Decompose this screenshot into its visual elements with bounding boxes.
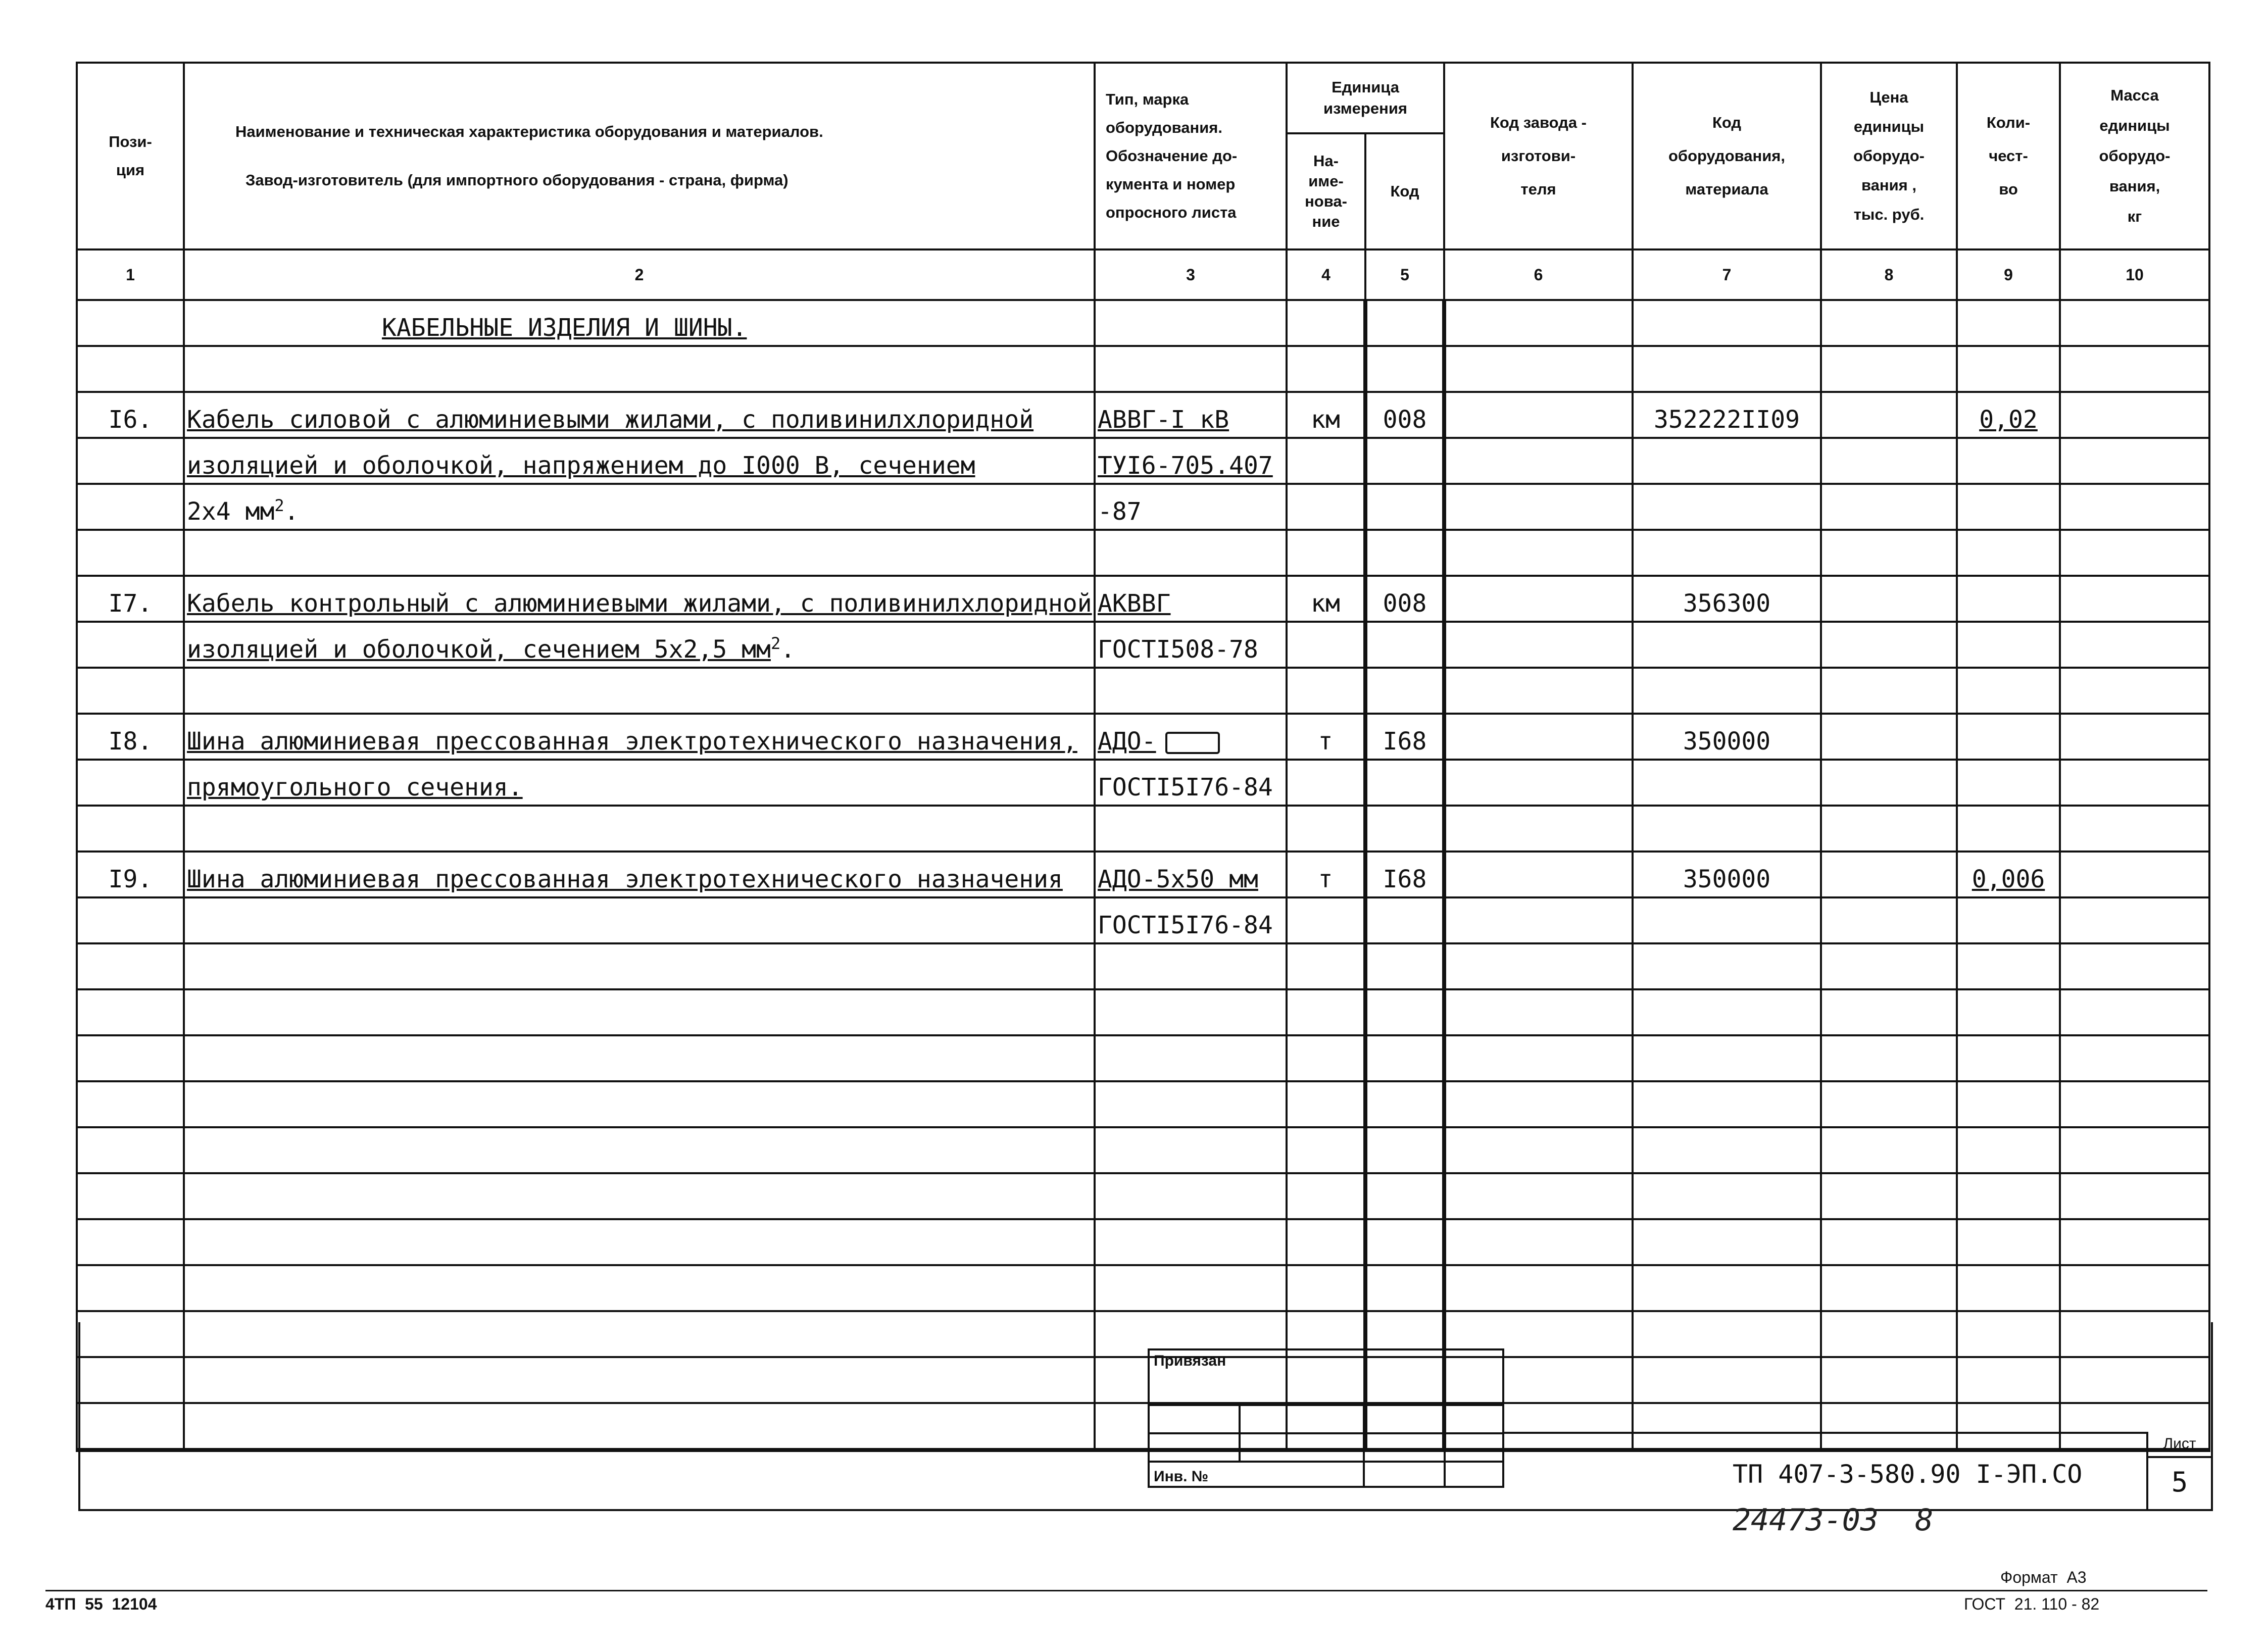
item-type: ГОСТI5I76-84 <box>1095 897 1287 943</box>
header-mass: Масса единицы оборудо- вания, кг <box>2060 63 2209 249</box>
item-type: ТУI6-705.407 <box>1098 452 1273 480</box>
item-equipment-code: 352222II09 <box>1633 392 1821 438</box>
item-position: I6. <box>77 392 184 438</box>
item-type: ГОСТI5I76-84 <box>1095 760 1287 806</box>
item-equipment-code: 350000 <box>1633 714 1821 760</box>
sheet-label: Лист <box>2148 1432 2211 1458</box>
registration-number: 24473-03 8 <box>1733 1503 1934 1538</box>
header-name-line1: Наименование и техническая характеристика оборудования и материалов. <box>235 123 823 140</box>
document-code: ТП 407-3-580.90 I-ЭП.СО <box>1733 1460 2083 1489</box>
bound-label: Привязан <box>1149 1349 1503 1405</box>
item-quantity: 0,006 <box>1972 865 2045 893</box>
item-description: Кабель контрольный с алюминиевыми жилами, с поливинилхлоридной <box>187 589 1092 618</box>
table-row <box>77 576 2209 622</box>
sheet-box <box>2146 1432 2211 1509</box>
colnum-9: 9 <box>1957 249 2060 300</box>
item-type: -87 <box>1095 484 1287 530</box>
item-description: 2х4 мм <box>187 497 275 526</box>
item-description-sup: 2 <box>274 496 284 515</box>
inventory-label: Инв. № <box>1149 1462 1364 1487</box>
specification-table <box>76 62 2210 1452</box>
colnum-7: 7 <box>1633 249 1821 300</box>
item-description: изоляцией и оболочкой, напряжением до I000 В, сечением <box>187 452 975 480</box>
header-position: Пози- ция <box>77 63 184 249</box>
item-equipment-code: 356300 <box>1633 576 1821 622</box>
item-description: Шина алюминиевая прессованная электротехнического назначения <box>187 865 1063 893</box>
item-description-sup: 2 <box>770 634 781 653</box>
item-type: АВВГ-I кВ <box>1098 406 1229 434</box>
header-unit-code: Код <box>1365 133 1444 249</box>
item-description: Кабель силовой с алюминиевыми жилами, с поливинилхлоридной <box>187 406 1034 434</box>
header-name-line2: Завод-изготовитель (для импортного оборудования - страна, фирма) <box>245 171 788 189</box>
item-quantity: 0,02 <box>1979 406 2038 434</box>
title-block-line <box>1502 1432 2146 1434</box>
item-position: I9. <box>77 852 184 897</box>
item-type: АДО-5х50 мм <box>1098 865 1258 893</box>
item-description-tail: . <box>780 635 796 664</box>
header-name <box>184 63 1095 249</box>
item-unit-code: I68 <box>1365 852 1444 897</box>
item-unit-code: I68 <box>1365 714 1444 760</box>
colnum-6: 6 <box>1444 249 1633 300</box>
header-unit-group: Единица измерения <box>1287 63 1444 133</box>
colnum-4: 4 <box>1287 249 1365 300</box>
item-unit-code: 008 <box>1365 576 1444 622</box>
header-equipment-code: Код оборудования, материала <box>1633 63 1821 249</box>
item-type: ГОСТI508-78 <box>1095 622 1287 668</box>
section-title: КАБЕЛЬНЫЕ ИЗДЕЛИЯ И ШИНЫ. <box>382 314 747 342</box>
header-factory-code: Код завода - изготови- теля <box>1444 63 1633 249</box>
item-type: АКВВГ <box>1098 589 1171 618</box>
item-unit: км <box>1287 392 1365 438</box>
item-description: изоляцией и оболочкой, сечением 5х2,5 мм <box>187 635 771 664</box>
table-row <box>77 392 2209 438</box>
item-unit: т <box>1287 714 1365 760</box>
item-type: АДО- <box>1098 727 1156 756</box>
footer-left-code: 4ТП 55 12104 <box>45 1595 157 1613</box>
colnum-2: 2 <box>184 249 1095 300</box>
colnum-10: 10 <box>2060 249 2209 300</box>
header-price: Цена единицы оборудо- вания , тыс. руб. <box>1821 63 1957 249</box>
gost-label: ГОСТ 21. 110 - 82 <box>1964 1595 2100 1613</box>
table-row <box>77 852 2209 897</box>
item-position: I7. <box>77 576 184 622</box>
footer-line <box>45 1590 2207 1591</box>
rectangle-section-icon <box>1165 732 1220 754</box>
item-description: Шина алюминиевая прессованная электротехнического назначения, <box>187 727 1077 756</box>
item-description: прямоугольного сечения. <box>187 773 523 802</box>
binding-stamp <box>1148 1348 1504 1488</box>
table-row <box>77 714 2209 760</box>
item-unit-code: 008 <box>1365 392 1444 438</box>
item-unit: км <box>1287 576 1365 622</box>
item-unit: т <box>1287 852 1365 897</box>
header-type: Тип, марка оборудования. Обозначение до- кумента и номер опросного листа <box>1095 63 1287 249</box>
colnum-1: 1 <box>77 249 184 300</box>
format-label: Формат А3 <box>2000 1568 2087 1586</box>
header-unit-name: На- име- нова- ние <box>1287 133 1365 249</box>
sheet-number: 5 <box>2171 1466 2188 1498</box>
header-quantity: Коли- чест- во <box>1957 63 2060 249</box>
colnum-8: 8 <box>1821 249 1957 300</box>
item-equipment-code: 350000 <box>1633 852 1821 897</box>
item-description-tail: . <box>284 497 299 526</box>
colnum-3: 3 <box>1095 249 1287 300</box>
item-position: I8. <box>77 714 184 760</box>
colnum-5: 5 <box>1365 249 1444 300</box>
